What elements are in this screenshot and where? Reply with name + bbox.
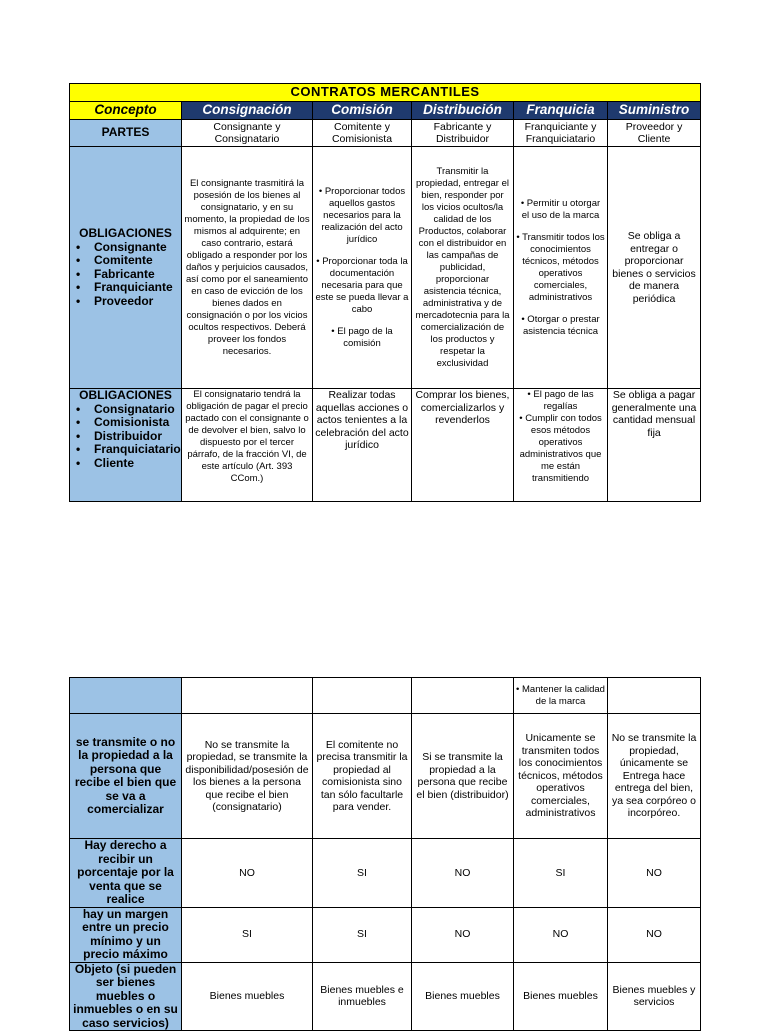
list-item: • Proporcionar todos aquellos gastos necesarios para la realización del acto jurídico — [318, 185, 406, 245]
porcentaje-comision: SI — [313, 839, 412, 908]
obligaciones2-franquicia — [514, 389, 608, 502]
list-item: • Consignante — [72, 241, 179, 255]
column-header-comision: Comisión — [313, 102, 412, 120]
obligaciones-heading: OBLIGACIONES — [79, 226, 172, 240]
obligaciones-parties-list — [72, 241, 179, 309]
row-label-obligaciones-1 — [70, 147, 182, 389]
objeto-suministro: Bienes muebles y servicios — [608, 962, 701, 1031]
obligaciones2-consignacion: El consignatario tendrá la obligación de pagar el precio pactado con el consignante o de devolver el bien, salvo lo dispuesto por el tercer párrafo, de la fracción VI, de este artículo (Art. 393 CCom.) — [182, 389, 313, 502]
list-item: • Franquiciante — [72, 281, 179, 295]
row-label-partes: PARTES — [70, 120, 182, 147]
partes-distribucion: Fabricante y Distribuidor — [412, 120, 514, 147]
row-label-objeto: Objeto (si pueden ser bienes muebles o inmuebles o en su caso servicios) — [70, 962, 182, 1031]
margen-franquicia: NO — [514, 907, 608, 962]
list-item: • Proporcionar toda la documentación necesaria para que este se pueda llevar a cabo — [315, 255, 409, 315]
obligaciones2-suministro: Se obliga a pagar generalmente una cantidad mensual fija — [608, 389, 701, 502]
list-item: • Otorgar o prestar asistencia técnica — [521, 313, 600, 337]
obligaciones2-distribucion: Comprar los bienes, comercializarlos y revenderlos — [412, 389, 514, 502]
list-item: • Proveedor — [72, 295, 179, 309]
row-label-obligaciones-2 — [70, 389, 182, 502]
porcentaje-distribucion: NO — [412, 839, 514, 908]
porcentaje-consignacion: NO — [182, 839, 313, 908]
list-item: • Transmitir todos los conocimientos técnicos, métodos operativos comerciales, administrativos — [516, 231, 605, 303]
objeto-franquicia: Bienes muebles — [514, 962, 608, 1031]
margen-suministro: NO — [608, 907, 701, 962]
list-item: • Fabricante — [72, 268, 179, 282]
transmision-distribucion: Si se transmite la propiedad a la persona que recibe el bien (distribuidor) — [412, 714, 514, 839]
obligaciones1-franquicia — [514, 147, 608, 389]
partes-consignacion: Consignante y Consignatario — [182, 120, 313, 147]
column-header-concepto: Concepto — [70, 102, 182, 120]
contracts-table-top — [69, 83, 701, 502]
column-header-suministro: Suministro — [608, 102, 701, 120]
contracts-table-bottom — [69, 677, 701, 1031]
obligaciones-parties-list — [72, 403, 179, 471]
list-item: • Consignatario — [72, 403, 179, 417]
list-item: • Permitir u otorgar el uso de la marca — [520, 197, 601, 221]
list-item: • El pago de la comisión — [331, 325, 393, 349]
row-label-margen: hay un margen entre un precio mínimo y un precio máximo — [70, 907, 182, 962]
obligaciones2-comision: Realizar todas aquellas acciones o actos tenientes a la celebración del acto jurídico — [313, 389, 412, 502]
column-header-consignacion: Consignación — [182, 102, 313, 120]
row-label-porcentaje: Hay derecho a recibir un porcentaje por la venta que se realice — [70, 839, 182, 908]
row-label-empty — [70, 678, 182, 714]
porcentaje-suministro: NO — [608, 839, 701, 908]
margen-consignacion: SI — [182, 907, 313, 962]
transmision-comision: El comitente no precisa transmitir la propiedad al comisionista sino tan sólo facultarle para vender. — [313, 714, 412, 839]
transmision-consignacion: No se transmite la propiedad, se transmite la disponibilidad/posesión de los bienes a la persona que recibe el bien (consignatario) — [182, 714, 313, 839]
top-franquicia: • Mantener la calidad de la marca — [514, 678, 608, 714]
column-header-distribucion: Distribución — [412, 102, 514, 120]
list-item: • Comisionista — [72, 416, 179, 430]
objeto-comision: Bienes muebles e inmuebles — [313, 962, 412, 1031]
margen-comision: SI — [313, 907, 412, 962]
list-item: • Comitente — [72, 254, 179, 268]
partes-comision: Comitente y Comisionista — [313, 120, 412, 147]
objeto-distribucion: Bienes muebles — [412, 962, 514, 1031]
row-label-transmision: se transmite o no la propiedad a la persona que recibe el bien que se va a comercializar — [70, 714, 182, 839]
obligaciones1-distribucion: Transmitir la propiedad, entregar el bien, responder por los vicios ocultos/la calidad de los Productos, colaborar con el distribuidor en las campañas de publicidad, proporcionar asistencia técnica, administrativa y de mercadotecnia para la comercialización de los productos y respetar la exclusividad — [412, 147, 514, 389]
list-item: • Cliente — [72, 457, 179, 471]
empty-cell — [608, 678, 701, 714]
objeto-consignacion: Bienes muebles — [182, 962, 313, 1031]
transmision-suministro: No se transmite la propiedad, únicamente se Entrega hace entrega del bien, ya sea corpóreo o incorpóreo. — [608, 714, 701, 839]
list-item: • Distribuidor — [72, 430, 179, 444]
empty-cell — [313, 678, 412, 714]
obligaciones1-comision — [313, 147, 412, 389]
obligaciones1-suministro: Se obliga a entregar o proporcionar bienes o servicios de manera periódica — [608, 147, 701, 389]
empty-cell — [412, 678, 514, 714]
margen-distribucion: NO — [412, 907, 514, 962]
table-title: CONTRATOS MERCANTILES — [70, 84, 701, 102]
obligaciones1-consignacion: El consignante trasmitirá la posesión de los bienes al consignatario, y en su momento, la propiedad de los mismos al adquirente; en caso contrario, estará obligado a responder por los daños y perjuicios causados, así como por el saneamiento en caso de evicción de los bienes dados en consignación o por los vicios ocultos respectivos. Deberá proveer los fondos necesarios. — [182, 147, 313, 389]
column-header-franquicia: Franquicia — [514, 102, 608, 120]
list-item: • El pago de las regalías — [527, 389, 594, 412]
list-item: • Cumplir con todos esos métodos operativos administrativos que me están transmitiendo — [519, 413, 602, 484]
list-item: • Franquiciatario — [72, 443, 179, 457]
porcentaje-franquicia: SI — [514, 839, 608, 908]
empty-cell — [182, 678, 313, 714]
transmision-franquicia: Unicamente se transmiten todos los conocimientos técnicos, métodos operativos comerciales, administrativos — [514, 714, 608, 839]
obligaciones-heading: OBLIGACIONES — [79, 388, 172, 402]
partes-franquicia: Franquiciante y Franquiciatario — [514, 120, 608, 147]
partes-suministro: Proveedor y Cliente — [608, 120, 701, 147]
